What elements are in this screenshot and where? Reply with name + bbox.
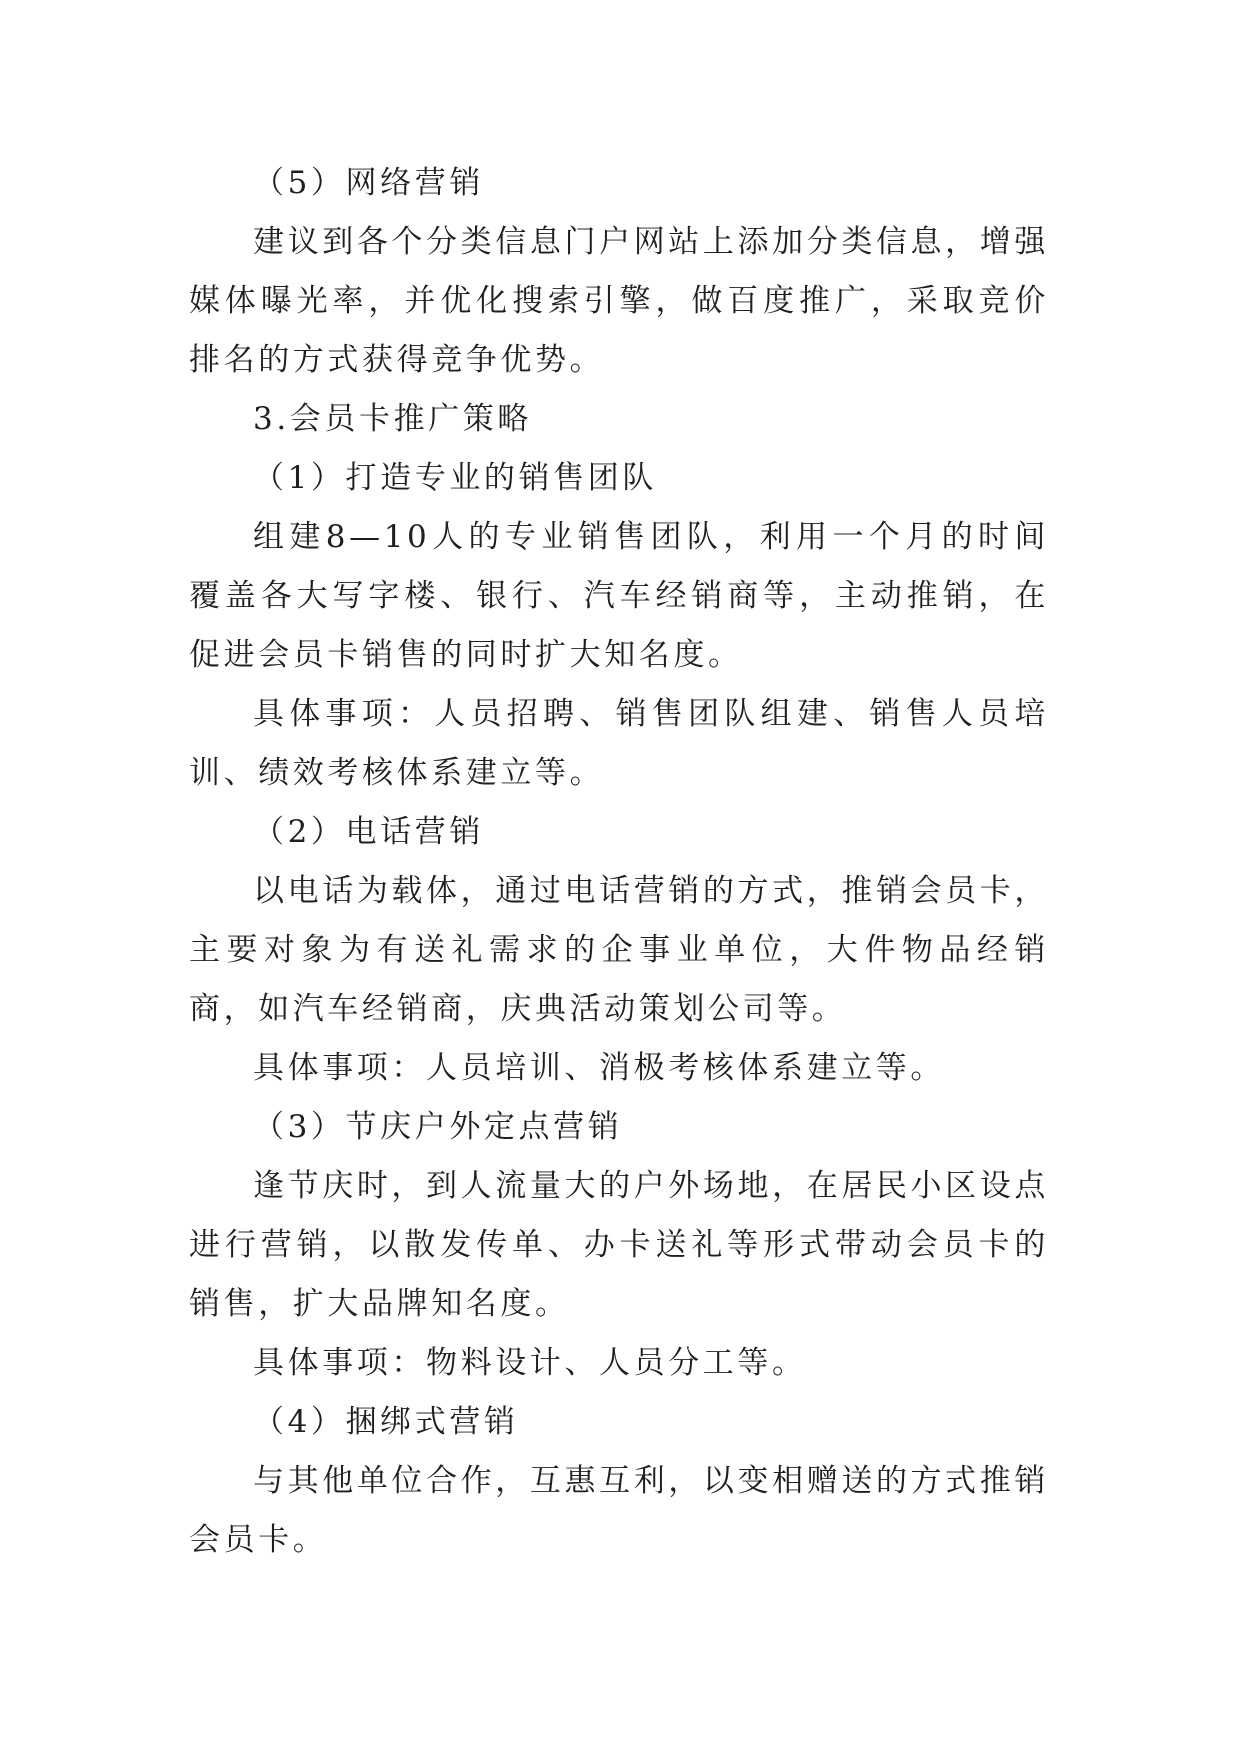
section-heading-sales-team: （1）打造专业的销售团队 [253,460,657,496]
paragraph-sales-team-items: 具体事项：人员招聘、销售团队组建、销售人员培训、绩效考核体系建立等。 [189,696,1049,791]
paragraph-phone-marketing: 以电话为载体，通过电话营销的方式，推销会员卡，主要对象为有送礼需求的企事业单位，大件物品经销商，如汽车经销商，庆典活动策划公司等。 [189,873,1049,1027]
paragraph-outdoor-marketing: 逢节庆时，到人流量大的户外场地，在居民小区设点进行营销，以散发传单、办卡送礼等形式带动会员卡的销售，扩大品牌知名度。 [189,1168,1049,1322]
paragraph-phone-marketing-items: 具体事项：人员培训、消极考核体系建立等。 [253,1050,945,1086]
section-heading-phone-marketing: （2）电话营销 [253,814,484,850]
section-heading-network-marketing: （5）网络营销 [253,165,484,201]
paragraph-outdoor-marketing-items: 具体事项：物料设计、人员分工等。 [253,1345,807,1381]
paragraph-sales-team: 组建8—10人的专业销售团队，利用一个月的时间覆盖各大写字楼、银行、汽车经销商等，主动推销，在促进会员卡销售的同时扩大知名度。 [189,519,1049,673]
document-body [189,154,1049,1570]
paragraph-network-marketing: 建议到各个分类信息门户网站上添加分类信息，增强媒体曝光率，并优化搜索引擎，做百度推广，采取竞价排名的方式获得竞争优势。 [189,224,1049,378]
section-heading-outdoor-marketing: （3）节庆户外定点营销 [253,1109,623,1145]
section-heading-bundled-marketing: （4）捆绑式营销 [253,1404,519,1440]
section-heading-membership-card-strategy: 3.会员卡推广策略 [253,401,532,437]
paragraph-bundled-marketing: 与其他单位合作，互惠互利，以变相赠送的方式推销会员卡。 [189,1463,1049,1558]
